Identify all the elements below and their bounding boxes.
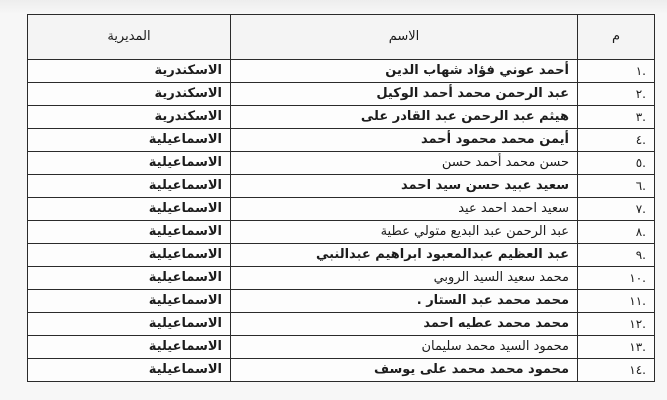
- row-name: محمد سعيد السيد الروبي: [231, 267, 578, 290]
- table-row: [28, 313, 655, 336]
- row-directorate: الاسماعيلية: [28, 175, 231, 198]
- row-number: .٤: [578, 129, 655, 152]
- row-name: عبد العظيم عبدالمعبود ابراهيم عبدالنبي: [231, 244, 578, 267]
- header-number: م: [578, 15, 655, 60]
- table-row: [28, 244, 655, 267]
- table-row: [28, 267, 655, 290]
- row-number: .١٤: [578, 359, 655, 382]
- row-number: .٣: [578, 106, 655, 129]
- table-header-row: [28, 15, 655, 60]
- table-row: [28, 221, 655, 244]
- row-directorate: الاسكندرية: [28, 83, 231, 106]
- row-name: حسن محمد أحمد حسن: [231, 152, 578, 175]
- row-number: .١٠: [578, 267, 655, 290]
- row-directorate: الاسماعيلية: [28, 359, 231, 382]
- row-number: .٩: [578, 244, 655, 267]
- table-row: [28, 359, 655, 382]
- row-name: عبد الرحمن محمد أحمد الوكيل: [231, 83, 578, 106]
- table-row: [28, 106, 655, 129]
- table-row: [28, 336, 655, 359]
- table-row: [28, 83, 655, 106]
- row-name: أحمد عوني فؤاد شهاب الدين: [231, 60, 578, 83]
- row-number: .٨: [578, 221, 655, 244]
- table-row: [28, 175, 655, 198]
- table-row: [28, 290, 655, 313]
- table-row: [28, 129, 655, 152]
- header-directorate: المديرية: [28, 15, 231, 60]
- row-name: محمود السيد محمد سليمان: [231, 336, 578, 359]
- row-directorate: الاسماعيلية: [28, 313, 231, 336]
- row-name: محمد محمد عبد الستار .: [231, 290, 578, 313]
- row-name: سعيد احمد احمد عيد: [231, 198, 578, 221]
- row-directorate: الاسكندرية: [28, 106, 231, 129]
- row-directorate: الاسماعيلية: [28, 198, 231, 221]
- row-number: .١٢: [578, 313, 655, 336]
- row-number: .٥: [578, 152, 655, 175]
- names-table: [27, 14, 655, 382]
- table-row: [28, 60, 655, 83]
- row-number: .٧: [578, 198, 655, 221]
- header-name: الاسم: [231, 15, 578, 60]
- row-name: هيثم عبد الرحمن عبد القادر على: [231, 106, 578, 129]
- table-row: [28, 198, 655, 221]
- row-directorate: الاسكندرية: [28, 60, 231, 83]
- row-directorate: الاسماعيلية: [28, 290, 231, 313]
- row-directorate: الاسماعيلية: [28, 152, 231, 175]
- table-row: [28, 152, 655, 175]
- row-number: .١: [578, 60, 655, 83]
- row-directorate: الاسماعيلية: [28, 267, 231, 290]
- row-directorate: الاسماعيلية: [28, 244, 231, 267]
- page-top-edge: [0, 0, 667, 14]
- row-directorate: الاسماعيلية: [28, 336, 231, 359]
- row-name: محمود محمد محمد على يوسف: [231, 359, 578, 382]
- row-number: .٢: [578, 83, 655, 106]
- row-directorate: الاسماعيلية: [28, 129, 231, 152]
- row-directorate: الاسماعيلية: [28, 221, 231, 244]
- row-number: .١١: [578, 290, 655, 313]
- row-name: سعيد عبيد حسن سيد احمد: [231, 175, 578, 198]
- row-name: محمد محمد عطيه احمد: [231, 313, 578, 336]
- row-name: عبد الرحمن عبد البديع متولي عطية: [231, 221, 578, 244]
- row-name: أيمن محمد محمود أحمد: [231, 129, 578, 152]
- row-number: .١٣: [578, 336, 655, 359]
- row-number: .٦: [578, 175, 655, 198]
